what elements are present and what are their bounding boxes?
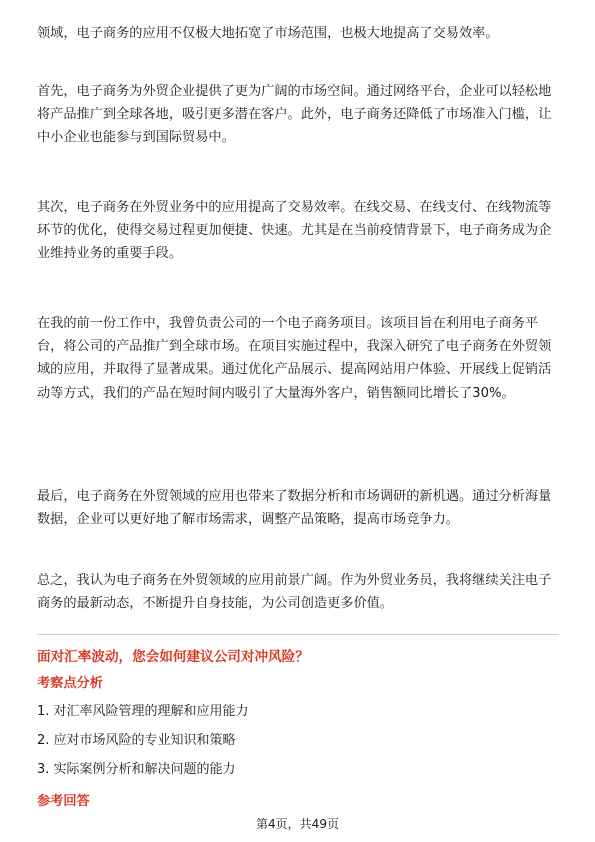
analysis-heading: 考察点分析 <box>37 676 103 691</box>
paragraph-2: 首先，电子商务为外贸企业提供了更为广阔的市场空间。通过网络平台，企业可以轻松地将产品推广到全球各地，吸引更多潜在客户。此外，电子商务还降低了市场准入门槛，让中小企业也能参与到国际贸易中。 <box>37 84 552 146</box>
paragraph-5: 最后，电子商务在外贸领域的应用也带来了数据分析和市场调研的新机遇。通过分析海量数据，企业可以更好地了解市场需求，调整产品策略，提高市场竞争力。 <box>37 489 552 528</box>
page-footer: 第4页，共49页 <box>256 817 339 831</box>
analysis-item-1: 1. 对汇率风险管理的理解和应用能力 <box>37 704 249 719</box>
paragraph-6: 总之，我认为电子商务在外贸领域的应用前景广阔。作为外贸业务员，我将继续关注电子商务的最新动态，不断提升自身技能，为公司创造更多价值。 <box>37 573 552 612</box>
answer-heading: 参考回答 <box>37 794 90 809</box>
analysis-item-2: 2. 应对市场风险的专业知识和策略 <box>37 733 236 748</box>
analysis-item-3: 3. 实际案例分析和解决问题的能力 <box>37 762 236 777</box>
section-divider <box>37 634 559 635</box>
paragraph-1: 领域，电子商务的应用不仅极大地拓宽了市场范围，也极大地提高了交易效率。 <box>37 26 499 41</box>
paragraph-3: 其次，电子商务在外贸业务中的应用提高了交易效率。在线交易、在线支付、在线物流等环节的优化，使得交易过程更加便捷、快速。尤其是在当前疫情背景下，电子商务成为企业维持业务的重要手段。 <box>37 200 552 262</box>
question-title: 面对汇率波动，您会如何建议公司对冲风险？ <box>37 649 309 665</box>
paragraph-4: 在我的前一份工作中，我曾负责公司的一个电子商务项目。该项目旨在利用电子商务平台，将公司的产品推广到全球市场。在项目实施过程中，我深入研究了电子商务在外贸领域的应用，并取得了显著成果。通过优化产品展示、提高网站用户体验、开展线上促销活动等方式，我们的产品在短时间内吸引了大量海外客户，销售额同比增长了30%。 <box>37 316 552 401</box>
document-page <box>37 0 562 842</box>
